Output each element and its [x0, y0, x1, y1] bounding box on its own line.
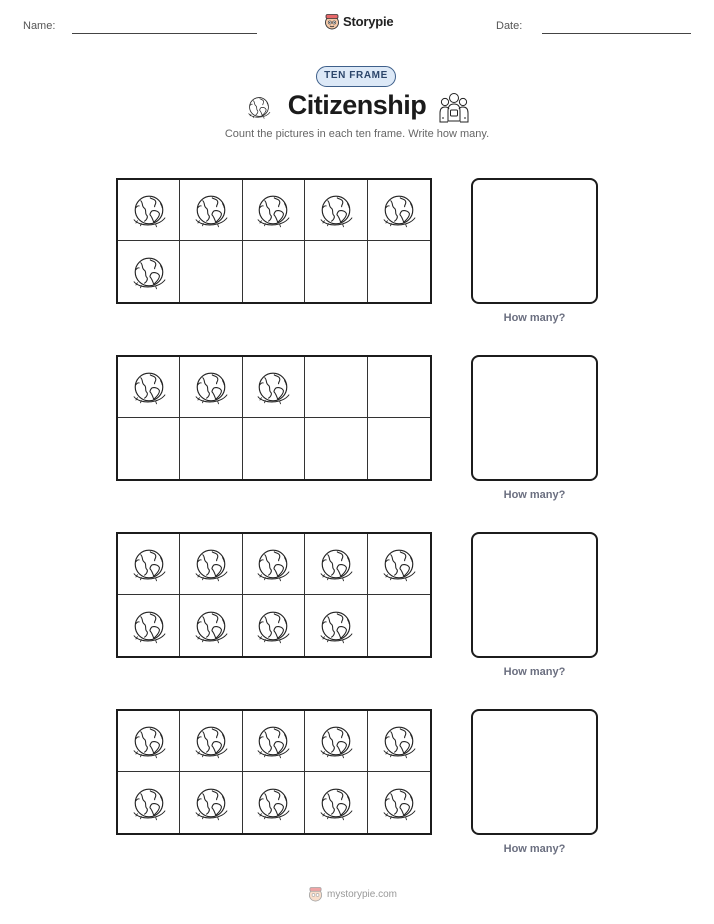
name-label: Name:	[23, 20, 56, 32]
globe-icon	[254, 784, 292, 822]
ten-frame-cell	[180, 711, 242, 772]
ten-frame-cell	[118, 772, 180, 833]
ten-frame-cell	[118, 357, 180, 418]
ten-frame-cell	[305, 711, 367, 772]
ten-frame-cell	[368, 357, 430, 418]
ten-frame-cell	[118, 418, 180, 479]
globe-icon	[130, 784, 168, 822]
globe-icon	[254, 368, 292, 406]
how-many-label-3: How many?	[503, 666, 566, 678]
globe-icon	[192, 545, 230, 583]
globe-icon	[254, 722, 292, 760]
ten-frame-cell	[243, 534, 305, 595]
answer-box-3[interactable]	[471, 532, 598, 658]
ten-frame-cell	[118, 241, 180, 302]
ten-frame-cell	[180, 772, 242, 833]
globe-icon	[130, 368, 168, 406]
globe-icon	[192, 607, 230, 645]
ten-frame-cell	[305, 534, 367, 595]
globe-icon	[130, 545, 168, 583]
globe-icon	[317, 191, 355, 229]
globe-icon	[254, 191, 292, 229]
ten-frame-cell	[368, 418, 430, 479]
page-title: Citizenship	[287, 90, 427, 120]
ten-frame-cell	[305, 241, 367, 302]
globe-icon	[254, 545, 292, 583]
globe-icon	[380, 784, 418, 822]
instructions: Count the pictures in each ten frame. Write how many.	[224, 128, 490, 140]
brand-logo	[324, 13, 393, 30]
ten-frame-cell	[368, 180, 430, 241]
how-many-label-4: How many?	[503, 843, 566, 855]
globe-icon	[192, 368, 230, 406]
ten-frame-cell	[243, 711, 305, 772]
footer	[308, 886, 397, 902]
ten-frame-4	[116, 709, 432, 835]
how-many-label-2: How many?	[503, 489, 566, 501]
ten-frame-cell	[180, 418, 242, 479]
storypie-mascot-icon	[308, 886, 323, 902]
ten-frame-cell	[180, 180, 242, 241]
name-line[interactable]	[72, 33, 257, 34]
ten-frame-1	[116, 178, 432, 304]
globe-icon	[130, 722, 168, 760]
globe-icon	[130, 191, 168, 229]
how-many-label-1: How many?	[503, 312, 566, 324]
date-line[interactable]	[542, 33, 691, 34]
ten-frame-cell	[305, 180, 367, 241]
ten-frame-cell	[180, 595, 242, 656]
ten-frame-cell	[118, 711, 180, 772]
globe-icon	[380, 545, 418, 583]
ten-frame-cell	[243, 418, 305, 479]
globe-icon	[130, 253, 168, 291]
answer-box-2[interactable]	[471, 355, 598, 481]
globe-icon	[380, 722, 418, 760]
people-group-icon	[437, 91, 471, 123]
date-label: Date:	[496, 20, 523, 32]
ten-frame-cell	[243, 772, 305, 833]
globe-icon	[254, 607, 292, 645]
ten-frame-cell	[118, 534, 180, 595]
answer-box-1[interactable]	[471, 178, 598, 304]
ten-frame-cell	[305, 595, 367, 656]
ten-frame-2	[116, 355, 432, 481]
ten-frame-cell	[180, 241, 242, 302]
ten-frame-cell	[118, 180, 180, 241]
ten-frame-cell	[180, 357, 242, 418]
ten-frame-cell	[243, 357, 305, 418]
globe-icon	[192, 784, 230, 822]
answer-box-4[interactable]	[471, 709, 598, 835]
globe-icon	[317, 607, 355, 645]
ten-frame-cell	[118, 595, 180, 656]
globe-icon	[317, 545, 355, 583]
ten-frame-cell	[368, 241, 430, 302]
globe-icon	[192, 722, 230, 760]
brand-name: Storypie	[343, 14, 394, 29]
globe-icon	[192, 191, 230, 229]
storypie-mascot-icon	[324, 13, 340, 30]
globe-icon	[130, 607, 168, 645]
ten-frame-cell	[368, 595, 430, 656]
ten-frame-cell	[368, 711, 430, 772]
ten-frame-cell	[243, 241, 305, 302]
ten-frame-cell	[305, 772, 367, 833]
ten-frame-badge: TEN FRAME	[316, 66, 396, 87]
globe-icon	[317, 784, 355, 822]
ten-frame-cell	[243, 180, 305, 241]
footer-site: mystorypie.com	[327, 888, 398, 900]
ten-frame-cell	[243, 595, 305, 656]
ten-frame-cell	[305, 418, 367, 479]
globe-icon	[317, 722, 355, 760]
ten-frame-cell	[368, 772, 430, 833]
ten-frame-cell	[368, 534, 430, 595]
ten-frame-cell	[180, 534, 242, 595]
globe-icon	[380, 191, 418, 229]
ten-frame-3	[116, 532, 432, 658]
ten-frame-cell	[305, 357, 367, 418]
